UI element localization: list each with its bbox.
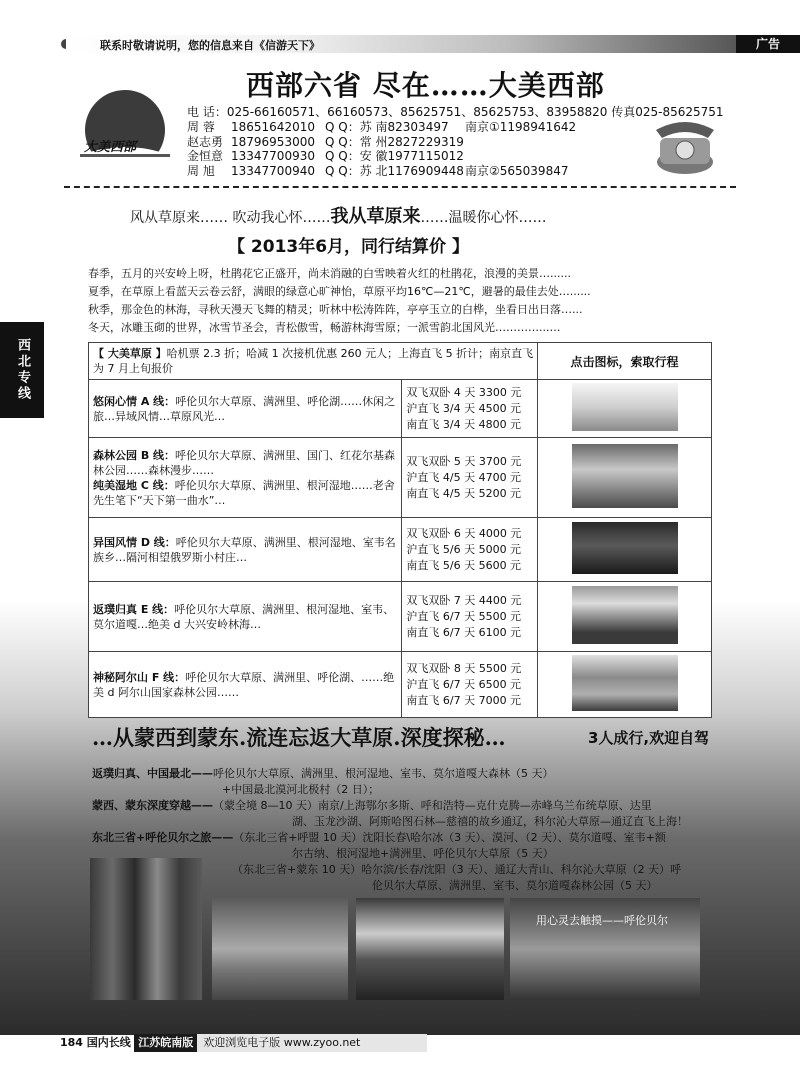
tour-text: （东北三省+蒙东 10 天）哈尔滨/长春/沈阳（3 天）、通辽大青山、科尔沁大草原（2 天）呼 xyxy=(232,863,682,876)
price-line: 南直飞 6/7 天 7000 元 xyxy=(406,693,522,707)
photo-caption: 用心灵去触摸——呼伦贝尔 xyxy=(536,914,668,927)
river-photo xyxy=(356,898,504,1000)
route-desc xyxy=(89,518,402,582)
tour-text: 尔古纳、根河湿地+满洲里、呼伦贝尔大草原（5 天） xyxy=(292,847,554,860)
contact-phone: 13347700930 xyxy=(231,149,315,163)
table-row xyxy=(89,380,712,438)
table-header-title: 【 大美草原 】 xyxy=(93,347,167,360)
slogan-center: 我从草原来 xyxy=(330,206,421,227)
contact-extra: 南京②565039847 xyxy=(465,163,569,178)
tour-title: 东北三省+呼伦贝尔之旅—— xyxy=(92,831,234,844)
route-prices xyxy=(402,438,538,518)
contact-qq: Q Q：常 州2827229319 xyxy=(325,134,464,149)
contact-name: 金恒意 xyxy=(187,149,224,163)
route-photo[interactable] xyxy=(572,383,678,431)
price-line: 沪直飞 5/6 天 5000 元 xyxy=(406,542,522,556)
tour-item xyxy=(92,766,706,782)
route-photo-cell[interactable] xyxy=(538,582,712,652)
header-notice: 联系时敬请说明，您的信息来自《信游天下》 xyxy=(100,39,320,52)
route-name: 返璞归真 E 线： xyxy=(93,602,175,616)
table-header-row xyxy=(89,343,712,380)
route-photo-cell[interactable] xyxy=(538,518,712,582)
tour-text: +中国最北漠河北极村（2 日）； xyxy=(222,783,380,796)
route-text: 呼伦贝尔大草原、满洲里、根河湿地……老舍先生笔下“天下第一曲水”… xyxy=(93,478,395,507)
company-phone-line: 电 话：025-66160571、66160573、85625751、85625753、83958820 传真025-85625751 xyxy=(187,105,724,119)
tour-title: 返璞归真、中国最北—— xyxy=(92,767,213,780)
company-logo xyxy=(70,86,180,182)
route-name: 悠闲心情 A 线： xyxy=(93,394,176,408)
tour-title: 蒙西、蒙东深度穿越—— xyxy=(92,799,213,812)
price-line: 南直飞 4/5 天 5200 元 xyxy=(406,486,522,500)
contact-phone: 13347700940 xyxy=(231,163,315,178)
contact-qq: Q Q：苏 南82303497 xyxy=(325,120,449,134)
price-line: 双飞双卧 8 天 5500 元 xyxy=(406,661,522,675)
contact-name: 赵志勇 xyxy=(187,134,224,149)
page-number: 184 国内长线 xyxy=(60,1036,131,1049)
season-summer: 夏季，在草原上看蓝天云卷云舒，满眼的绿意心旷神怡，草原平均16℃—21℃，避暑的最佳去处…...... xyxy=(88,285,591,298)
route-prices xyxy=(402,582,538,652)
route-photo[interactable] xyxy=(572,444,678,508)
route-text: 呼伦贝尔大草原、满洲里、根河湿地、室韦、莫尔道嘎…绝美 d 大兴安岭林海… xyxy=(93,602,395,631)
route-prices xyxy=(402,518,538,582)
season-autumn: 秋季，那金色的林海，寻秋天漫天飞舞的精灵；听林中松涛阵阵，亭亭玉立的白桦，坐看日出日落…... xyxy=(88,303,583,316)
route-text: 呼伦贝尔大草原、满洲里、根河湿地、室韦名族乡…隔河相望俄罗斯小村庄… xyxy=(93,535,396,564)
route-desc xyxy=(89,652,402,718)
route-photo[interactable] xyxy=(572,586,678,644)
promo-tagline: 3人成行,欢迎自驾 xyxy=(588,729,710,747)
price-line: 双飞双卧 5 天 3700 元 xyxy=(406,454,522,468)
logo-text: 大美西部 xyxy=(84,140,137,155)
price-line: 南直飞 5/6 天 5600 元 xyxy=(406,558,522,572)
season-winter: 冬天，冰雕玉砌的世界，冰雪节圣会，青松傲雪，畅游林海雪原；一派雪韵北国风光…………...… xyxy=(88,321,561,334)
table-row xyxy=(89,652,712,718)
price-line: 沪直飞 4/5 天 4700 元 xyxy=(406,470,522,484)
slogan xyxy=(130,202,546,228)
side-tab: 西北专线 xyxy=(0,322,44,418)
tour-item xyxy=(92,830,706,846)
price-line: 南直飞 6/7 天 6100 元 xyxy=(406,625,522,639)
contact-qq: Q Q：安 徽1977115012 xyxy=(325,149,464,163)
route-text: 呼伦贝尔大草原、满洲里、呼伦湖……休闲之旅…异域风情…草原风光… xyxy=(93,394,396,423)
contact-phone: 18651642010 xyxy=(231,120,315,134)
footer xyxy=(60,1034,800,1052)
contact-name: 周 旭 xyxy=(187,163,215,178)
tour-text: 呼伦贝尔大草原、满洲里、根河湿地、室韦、莫尔道嘎大森林（5 天） xyxy=(213,767,554,780)
price-line: 沪直飞 6/7 天 5500 元 xyxy=(406,609,522,623)
contact-row xyxy=(187,118,647,176)
tour-text: （蒙全境 8—10 天）南京/上海鄂尔多斯、呼和浩特—克什克腾—赤峰乌兰布统草原、达里 xyxy=(213,799,652,812)
route-photo[interactable] xyxy=(572,655,678,711)
company-title: 西部六省 尽在……大美西部 xyxy=(246,69,605,102)
request-itinerary-link[interactable]: 点击图标，索取行程 xyxy=(538,343,712,380)
price-line: 双飞双卧 4 天 3300 元 xyxy=(406,385,522,399)
route-name: 神秘阿尔山 F 线： xyxy=(93,670,186,684)
table-row xyxy=(89,582,712,652)
table-row xyxy=(89,518,712,582)
table-row xyxy=(89,438,712,518)
contact-name: 周 蓉 xyxy=(187,120,215,134)
tour-item xyxy=(92,798,706,814)
season-list xyxy=(88,265,708,337)
route-prices xyxy=(402,380,538,438)
promo-headline: …从蒙西到蒙东.流连忘返大草原.深度探秘… xyxy=(92,725,506,750)
slogan-left: 风从草原来…… 吹动我心怀…… xyxy=(130,210,331,226)
tour-text: 湖、玉龙沙湖、阿斯哈图石林—慈禧的故乡通辽，科尔沁大草原—通辽直飞上海！ xyxy=(292,815,688,828)
slogan-right: ……温暖你心怀…… xyxy=(420,210,547,226)
contact-phone: 18796953000 xyxy=(231,134,315,149)
contact-extra: 南京①1198941642 xyxy=(465,120,577,134)
table-header-cell xyxy=(89,343,538,380)
route-photo-cell[interactable] xyxy=(538,380,712,438)
forest-photo xyxy=(90,858,202,1000)
ad-label: 广告 xyxy=(736,35,800,53)
price-line: 沪直飞 6/7 天 6500 元 xyxy=(406,677,522,691)
price-line: 南直飞 3/4 天 4800 元 xyxy=(406,417,522,431)
route-photo-cell[interactable] xyxy=(538,438,712,518)
table-header-desc: 哈机票 2.3 折；哈减 1 次接机优惠 260 元人；上海直飞 5 折计；南京直飞为 7 月上旬报价 xyxy=(93,347,534,375)
price-line: 双飞双卧 6 天 4000 元 xyxy=(406,526,522,540)
route-desc xyxy=(89,438,402,518)
route-photo-cell[interactable] xyxy=(538,652,712,718)
telephone-icon xyxy=(652,112,718,178)
route-text: 呼伦贝尔大草原、满洲里、呼伦湖、……绝美 d 阿尔山国家森林公园…… xyxy=(93,670,395,699)
price-line: 双飞双卧 7 天 4400 元 xyxy=(406,593,522,607)
price-line: 沪直飞 3/4 天 4500 元 xyxy=(406,401,522,415)
route-photo[interactable] xyxy=(572,522,678,574)
route-name: 纯美湿地 C 线： xyxy=(93,478,175,492)
yurt-photo xyxy=(212,898,348,1000)
route-prices xyxy=(402,652,538,718)
edition-tag: 江苏皖南版 xyxy=(134,1034,197,1052)
routes-table xyxy=(88,342,712,718)
route-name: 森林公园 B 线： xyxy=(93,448,176,462)
website-link[interactable]: 欢迎浏览电子版 www.zyoo.net xyxy=(197,1034,427,1052)
season-spring: 春季，五月的兴安岭上呀，杜鹃花它正盛开，尚未消融的白雪映着火红的杜鹃花，浪漫的美景…...... xyxy=(88,267,571,280)
route-desc xyxy=(89,380,402,438)
route-desc xyxy=(89,582,402,652)
contact-qq: Q Q：苏 北1176909448 xyxy=(325,163,464,178)
price-banner: 【 2013年6月，同行结算价 】 xyxy=(228,237,469,257)
route-name: 异国风情 D 线： xyxy=(93,535,176,549)
route-text: 呼伦贝尔大草原、满洲里、国门、红花尔基森林公园……森林漫步…… xyxy=(93,448,396,477)
tour-text: （东北三省+呼盟 10 天）沈阳长春\哈尔冰（3 天）、漠河、（2 天）、莫尔道嘎、室韦+额 xyxy=(233,831,666,844)
tour-text: 伦贝尔大草原、满洲里、室韦、莫尔道嘎森林公园（5 天） xyxy=(372,879,658,892)
